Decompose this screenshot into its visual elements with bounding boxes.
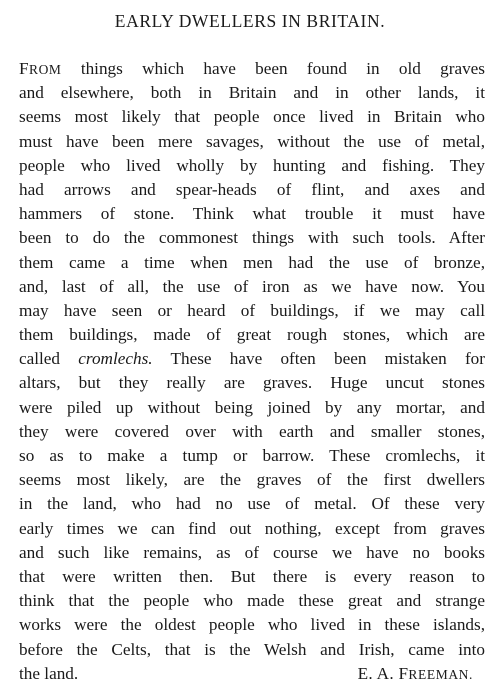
text-line: been to do the commonest things with such tools. After: [19, 228, 485, 248]
text-line: seems most likely that people once lived in Britain who: [19, 107, 485, 127]
text-line: early times we can find out nothing, except from graves: [19, 518, 485, 538]
drop-word-rest: ROM: [28, 62, 62, 77]
cromlech-italic-word: cromlechs.: [78, 349, 153, 369]
text-line: works were the oldest people who lived in these islands,: [19, 615, 485, 635]
text-line: altars, but they really are graves. Huge uncut stones: [19, 373, 485, 393]
text-line-cromlechs: [19, 347, 485, 371]
text-line: in the land, who had no use of metal. Of these very: [19, 494, 485, 514]
text-line-1: [19, 57, 485, 81]
text-line: and, last of all, the use of iron as we have now. You: [19, 276, 485, 296]
cromlech-after: These have often been mistaken for: [152, 349, 485, 369]
text-line: seems most likely, are the graves of the first dwellers: [19, 470, 485, 490]
first-line-rest: things which have been found in old graves: [61, 59, 485, 78]
cromlech-before: called: [19, 349, 79, 369]
page-title: EARLY DWELLERS IN BRITAIN.: [114, 11, 386, 31]
text-line: hammers of stone. Think what trouble it must have: [19, 204, 485, 224]
body-paragraph: [19, 57, 485, 687]
text-line: that were written then. But there is every reason to: [19, 566, 485, 586]
text-line: they were covered over with earth and smaller stones,: [19, 421, 485, 441]
text-line: were piled up without being joined by any mortar, and: [19, 397, 485, 417]
drop-word-initial: F: [19, 59, 29, 78]
text-line: had arrows and spear-heads of flint, and axes and: [19, 179, 485, 199]
author-signature: [358, 662, 473, 687]
text-line: before the Celts, that is the Welsh and Irish, came into: [19, 639, 485, 659]
text-line: may have seen or heard of buildings, if we may call: [19, 300, 485, 320]
text-line: so as to make a tump or barrow. These cromlechs, it: [19, 446, 485, 465]
author-surname: REEMAN.: [408, 666, 473, 682]
text-line: and elsewhere, both in Britain and in other lands, it: [19, 83, 485, 103]
text-line: must have been mere savages, without the use of metal,: [19, 131, 485, 151]
text-line: and such like remains, as of course we have no books: [19, 542, 485, 562]
author-initials: E. A. F: [357, 663, 409, 683]
text-line: think that the people who made these great and strange: [19, 591, 485, 611]
text-line-final: [19, 662, 485, 686]
final-line-text: the land.: [19, 663, 79, 683]
text-line: them came a time when men had the use of bronze,: [19, 252, 485, 272]
text-line: them buildings, made of great rough stones, which are: [19, 325, 485, 345]
text-line: people who lived wholly by hunting and fishing. They: [19, 155, 485, 175]
